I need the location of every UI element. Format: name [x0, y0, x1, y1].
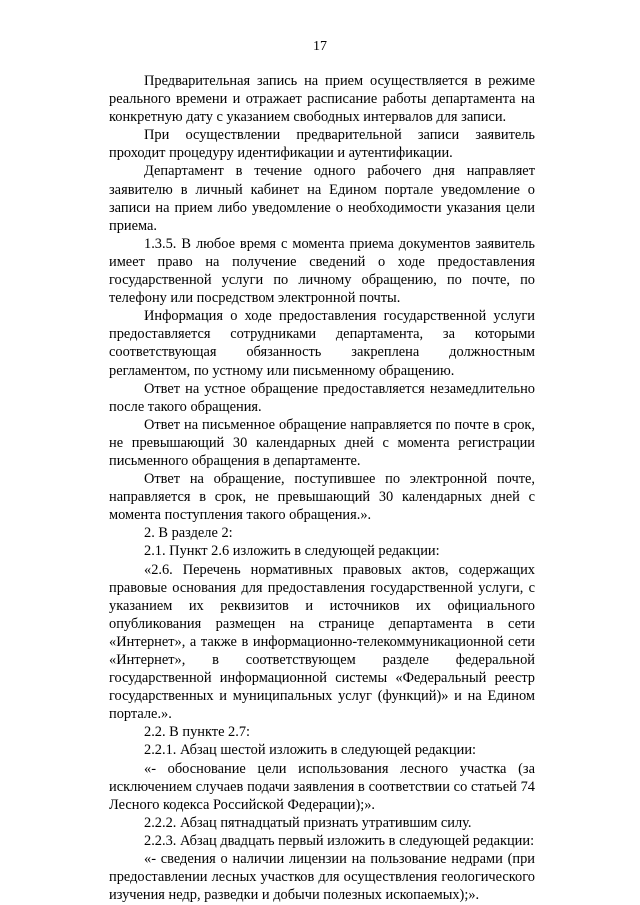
paragraph: 2.2. В пункте 2.7:	[144, 724, 251, 741]
paragraph: «2.6. Перечень нормативных правовых актов, содержащих правовые основания для предоставления государственной услуги, с указанием их реквизитов и источников их официального опубликования размещен на странице департамента в сети «Интернет», а также в информационно-телекоммуникационной сети «Интернет», в соответствующем разделе федеральной государственной информационной системы «Федеральный реестр государственных и муниципальных услуг (функций)» и на Едином портале.».	[109, 561, 535, 723]
paragraph: «- сведения о наличии лицензии на пользование недрами (при предоставлении лесных участков для осуществления геологического изучения недр, разведки и добычи полезных ископаемых);».	[109, 851, 535, 904]
paragraph: 1.3.5. В любое время с момента приема документов заявитель имеет право на получение сведений о ходе предоставления государственной услуги по личному обращению, по почте, по телефону или посредством электронной почты.	[109, 235, 535, 307]
paragraph: «- обоснование цели использования лесного участка (за исключением случаев подачи заявления в соответствии со статьей 74 Лесного кодекса Российской Федерации);».	[109, 760, 535, 813]
paragraph: 2.1. Пункт 2.6 изложить в следующей редакции:	[144, 543, 440, 560]
paragraph: Предварительная запись на прием осуществляется в режиме реального времени и отражает расписание работы департамента на конкретную дату с указанием свободных интервалов для записи.	[109, 73, 535, 126]
paragraph: Информация о ходе предоставления государственной услуги предоставляется сотрудниками департамента, за которыми соответствующая обязанность закреплена должностным регламентом, по устному или письменному обращению.	[109, 308, 535, 379]
paragraph: 2.2.1. Абзац шестой изложить в следующей редакции:	[144, 742, 477, 759]
paragraph: 2.2.2. Абзац пятнадцатый признать утратившим силу.	[144, 814, 472, 831]
paragraph: Ответ на обращение, поступившее по электронной почте, направляется в срок, не превышающий 30 календарных дней с момента поступления такого обращения.».	[109, 471, 535, 524]
document-body	[109, 72, 535, 904]
paragraph: Департамент в течение одного рабочего дня направляет заявителю в личный кабинет на Едином портале уведомление о записи на прием либо уведомление о необходимости указания цели приема.	[109, 163, 535, 234]
paragraph: 2.2.3. Абзац двадцать первый изложить в следующей редакции:	[144, 832, 535, 849]
page-number: 17	[313, 39, 327, 54]
paragraph: При осуществлении предварительной записи заявитель проходит процедуру идентификации и аутентификации.	[109, 127, 535, 162]
paragraph: Ответ на устное обращение предоставляется незамедлительно после такого обращения.	[109, 380, 535, 415]
paragraph: Ответ на письменное обращение направляется по почте в срок, не превышающий 30 календарных дней с момента регистрации письменного обращения в департаменте.	[109, 416, 535, 469]
section-heading: 2. В разделе 2:	[144, 525, 233, 542]
